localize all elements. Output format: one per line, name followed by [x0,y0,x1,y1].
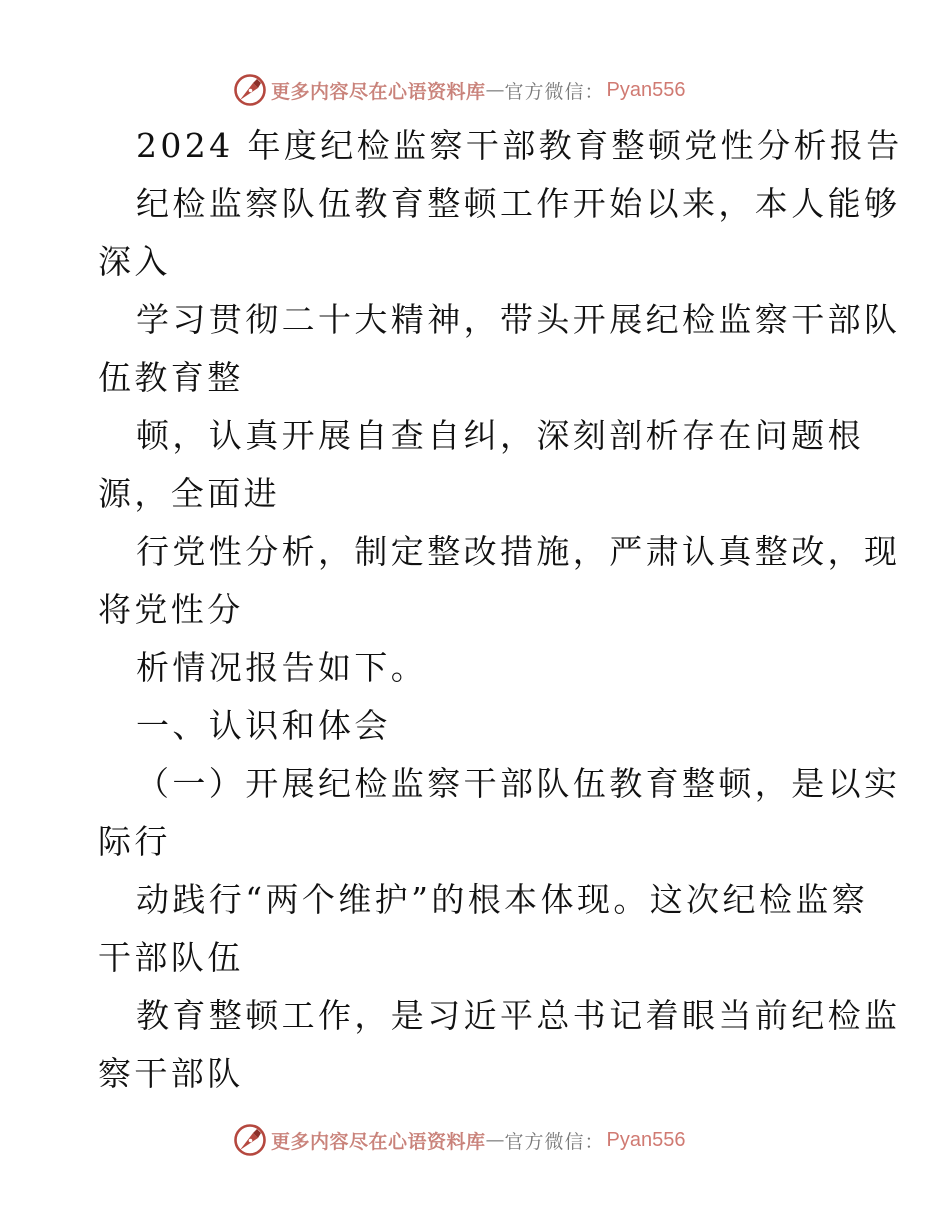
text-line: 纪检监察队伍教育整顿工作开始以来，本人能够 [136,184,901,223]
text-line: 析情况报告如下。 [136,648,428,687]
text-line: 行党性分析，制定整改措施，严肃认真整改，现 [136,532,901,571]
header-banner [233,70,733,110]
banner-official-label: 官方微信： [504,80,605,103]
text-line: 学习贯彻二十大精神，带头开展纪检监察干部队 [136,300,901,339]
text-line: 深入 [98,242,171,281]
banner-separator: — [485,79,505,101]
pen-nib-logo-icon [233,1123,267,1157]
text-line: （一）开展纪检监察干部队伍教育整顿，是以实 [136,764,901,803]
text-line: 际行 [98,822,171,861]
text-line: 教育整顿工作，是习近平总书记着眼当前纪检监 [136,996,901,1035]
text-line: 源，全面进 [98,474,280,513]
section-heading: 一、认识和体会 [136,706,391,745]
banner-official-label: 官方微信： [504,1130,605,1153]
text-line: 顿，认真开展自查自纠，深刻剖析存在问题根 [136,416,864,455]
banner-wechat-id: Pyan556 [606,78,686,101]
banner-wechat-id: Pyan556 [606,1128,686,1151]
banner-separator: — [485,1129,505,1151]
footer-banner [233,1120,733,1160]
pen-nib-logo-icon [233,73,267,107]
text-line: 干部队伍 [98,938,244,977]
text-line: 伍教育整 [98,358,244,397]
text-line: 动践行“两个维护”的根本体现。这次纪检监察 [136,880,869,919]
document-title: 2024 年度纪检监察干部教育整顿党性分析报告 [136,126,903,165]
banner-promo-text: 更多内容尽在心语资料库 [271,1130,486,1153]
banner-promo-text: 更多内容尽在心语资料库 [271,80,486,103]
text-line: 将党性分 [98,590,244,629]
text-line: 察干部队 [98,1054,244,1093]
